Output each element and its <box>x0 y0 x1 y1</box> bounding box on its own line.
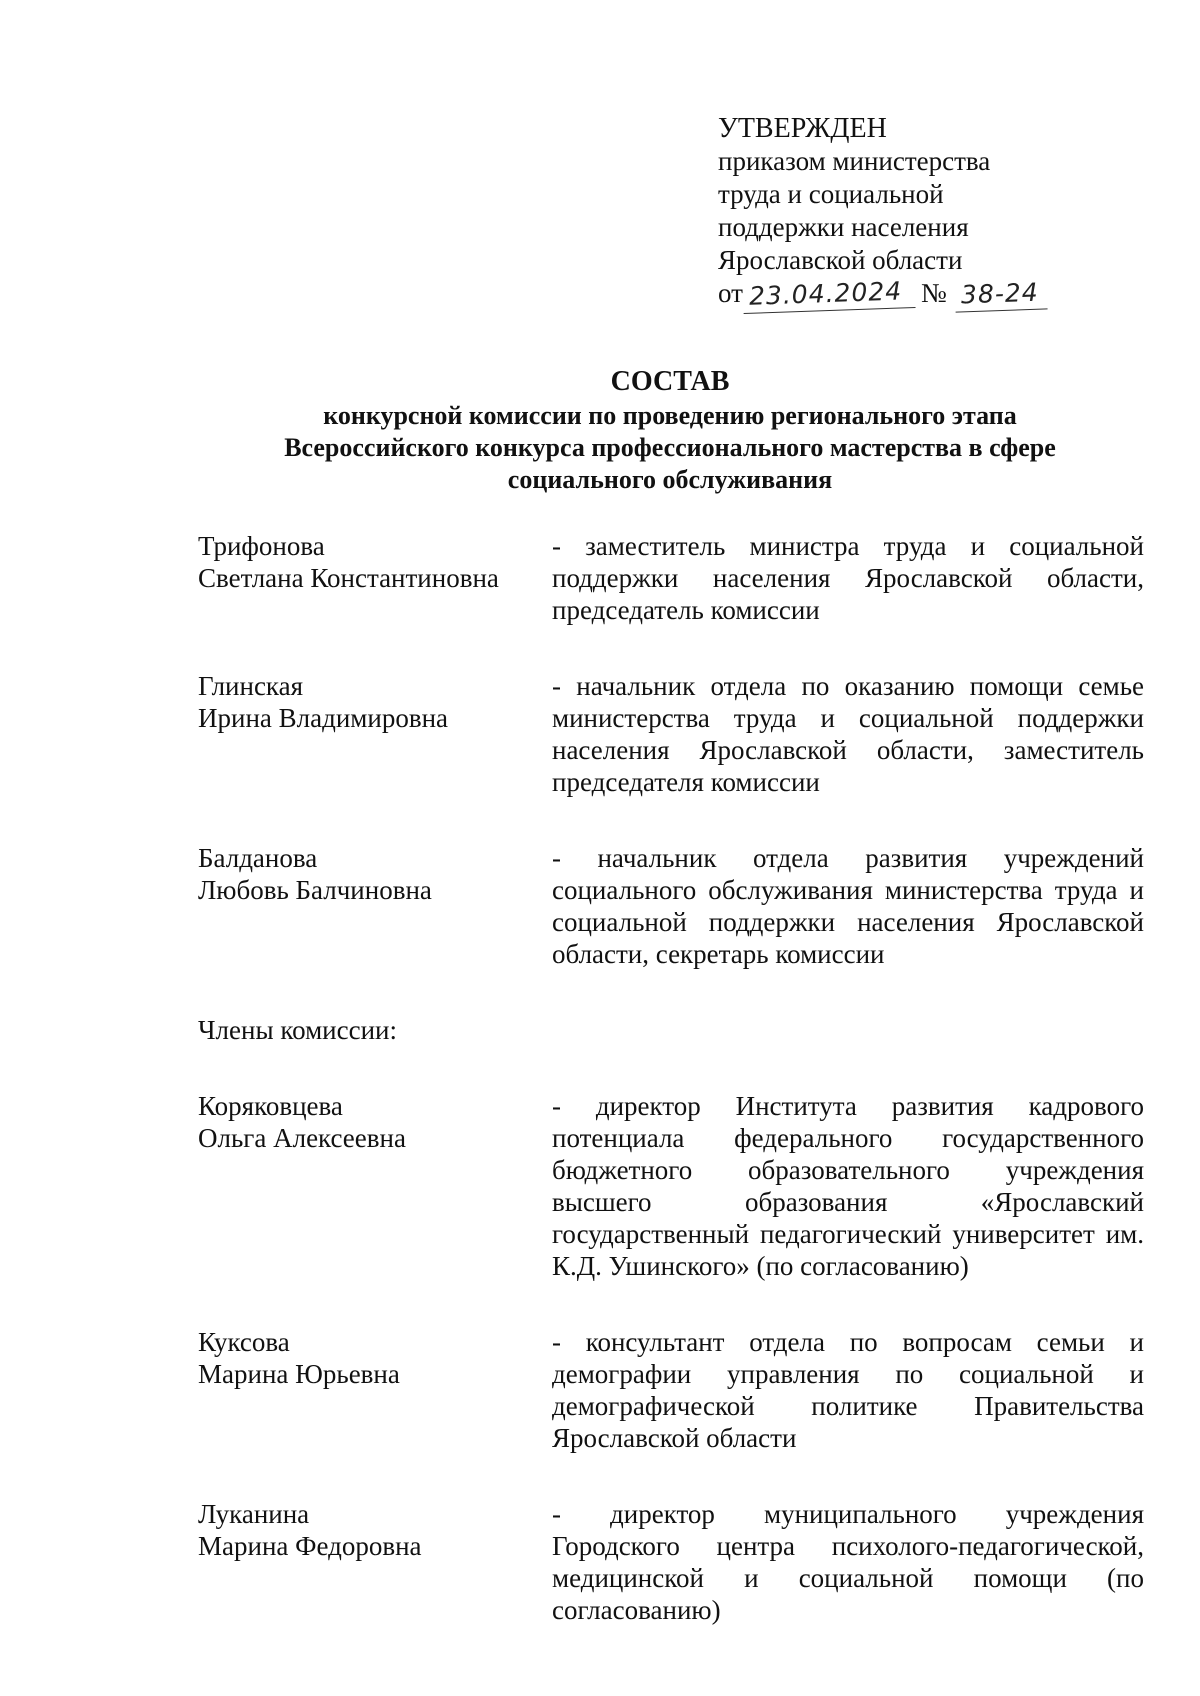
member-name <box>198 530 552 626</box>
member-given-names: Любовь Балчиновна <box>198 875 432 905</box>
approval-stamp <box>718 112 1047 311</box>
handwritten-date: 23.04.2024 <box>742 274 915 314</box>
member-given-names: Марина Федоровна <box>198 1531 422 1561</box>
page-title: СОСТАВ <box>610 366 730 397</box>
subtitle-line: Всероссийского конкурса профессионального мастерства в сфере <box>284 433 1056 462</box>
member-row <box>198 1498 1144 1626</box>
member-name <box>198 1090 552 1282</box>
approval-line: поддержки населения <box>718 212 969 242</box>
member-given-names: Марина Юрьевна <box>198 1359 400 1389</box>
member-row <box>198 1326 1144 1454</box>
approval-heading: УТВЕРЖДЕН <box>718 113 887 144</box>
member-row <box>198 530 1144 626</box>
approval-line: Ярославской области <box>718 245 963 275</box>
member-given-names: Ирина Владимировна <box>198 703 449 733</box>
member-role: - начальник отдела по оказанию помощи семье министерства труда и социальной поддержки населения Ярославской области, заместитель председателя комиссии <box>552 671 1144 797</box>
approval-line: труда и социальной <box>718 179 944 209</box>
member-name <box>198 670 552 798</box>
member-role: - начальник отдела развития учреждений социального обслуживания министерства труда и социальной поддержки населения Ярославской области, секретарь комиссии <box>552 843 1144 969</box>
document-title <box>180 366 1160 496</box>
member-surname: Куксова <box>198 1327 290 1357</box>
commission-list <box>198 530 1144 1626</box>
member-name <box>198 842 552 970</box>
number-sign: № <box>920 278 947 308</box>
subtitle-line: конкурсной комиссии по проведению регионального этапа <box>323 401 1017 430</box>
member-surname: Трифонова <box>198 531 325 561</box>
member-surname: Луканина <box>198 1499 310 1529</box>
member-surname: Балданова <box>198 843 318 873</box>
member-row <box>198 842 1144 970</box>
member-role: - консультант отдела по вопросам семьи и демографии управления по социальной и демографической политике Правительства Ярославской области <box>552 1327 1144 1453</box>
member-given-names: Ольга Алексеевна <box>198 1123 406 1153</box>
member-name <box>198 1498 552 1626</box>
member-name <box>198 1326 552 1454</box>
member-surname: Глинская <box>198 671 304 701</box>
approval-line: приказом министерства <box>718 146 991 176</box>
member-role: - директор муниципального учреждения Городского центра психолого-педагогической, медицинской и социальной помощи (по согласованию) <box>552 1499 1144 1625</box>
date-prefix: от <box>718 278 743 308</box>
member-role: - директор Института развития кадрового потенциала федерального государственного бюджетного образовательного учреждения высшего образования «Ярославский государственный педагогический университет им. К.Д. Ушинского» (по согласованию) <box>552 1091 1144 1281</box>
member-row <box>198 1090 1144 1282</box>
members-label: Члены комиссии: <box>198 1015 397 1045</box>
member-row <box>198 670 1144 798</box>
member-given-names: Светлана Константиновна <box>198 563 499 593</box>
subtitle-line: социального обслуживания <box>507 465 833 494</box>
member-role: - заместитель министра труда и социальной поддержки населения Ярославской области, председатель комиссии <box>552 531 1144 625</box>
handwritten-order-number: 38-24 <box>954 275 1047 312</box>
member-surname: Коряковцева <box>198 1091 343 1121</box>
order-date-number <box>718 277 1047 311</box>
